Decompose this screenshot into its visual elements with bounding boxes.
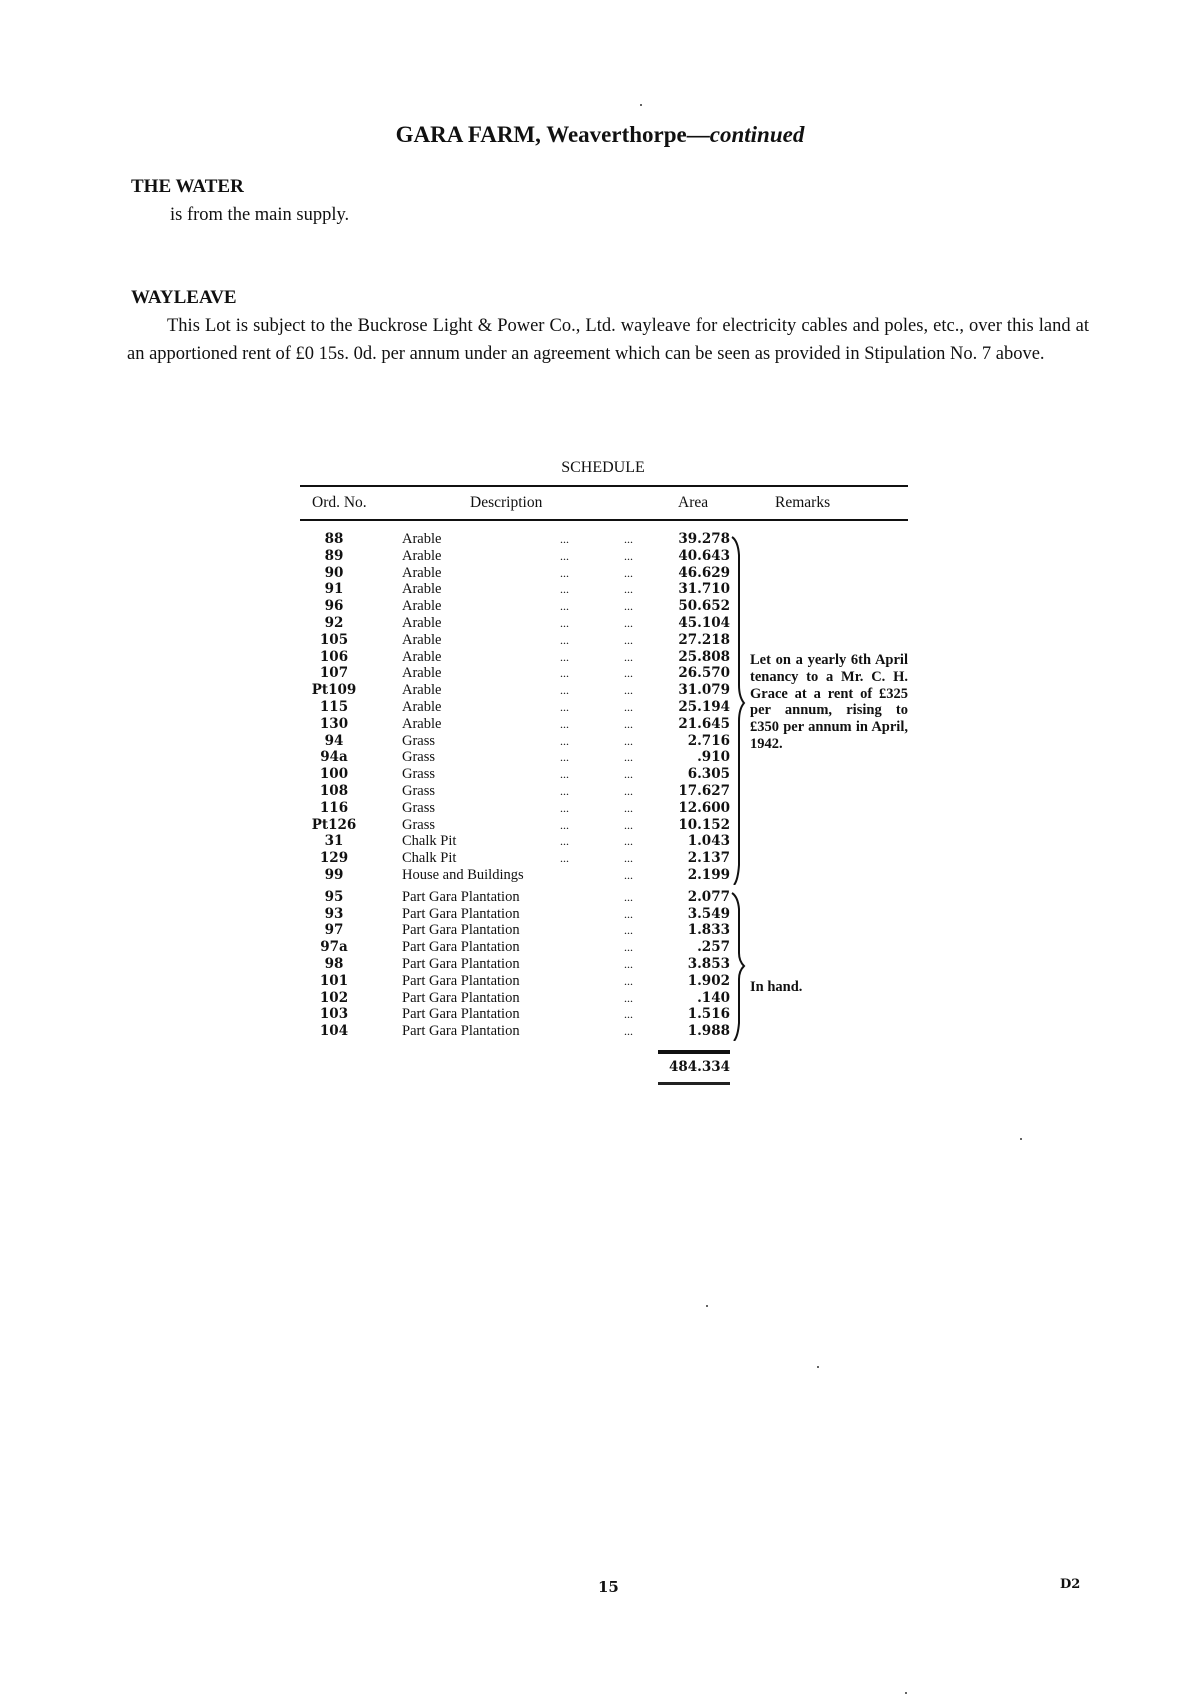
leader-dots: ... xyxy=(560,615,569,630)
leader-dots: ... xyxy=(560,599,569,614)
description: Arable xyxy=(402,648,442,665)
table-row xyxy=(300,581,730,598)
area: 45.104 xyxy=(678,614,730,631)
table-row xyxy=(300,922,730,939)
description: Arable xyxy=(402,614,442,631)
water-heading: THE WATER xyxy=(131,176,244,197)
leader-dots: ... xyxy=(560,733,569,748)
ord-no: 94 xyxy=(324,732,344,749)
description: Arable xyxy=(402,682,442,699)
ord-no: 130 xyxy=(319,715,349,732)
water-text: is from the main supply. xyxy=(170,205,350,225)
area: 31.710 xyxy=(678,581,730,598)
ord-no: 102 xyxy=(319,989,349,1006)
leader-dots: ... xyxy=(560,783,569,798)
ord-no: 101 xyxy=(319,972,349,989)
schedule-title: SCHEDULE xyxy=(561,459,645,476)
table-row xyxy=(300,716,730,733)
table-row xyxy=(300,565,730,582)
description: Grass xyxy=(402,782,436,799)
ord-no: 99 xyxy=(324,866,344,883)
table-row xyxy=(300,598,730,615)
description: Arable xyxy=(402,715,442,732)
area: .910 xyxy=(697,749,730,766)
leader-dots: ... xyxy=(624,851,633,866)
wayleave-heading: WAYLEAVE xyxy=(131,287,237,308)
ord-no: 95 xyxy=(324,888,344,905)
description: Arable xyxy=(402,631,442,648)
table-row xyxy=(300,867,730,884)
area: .140 xyxy=(697,989,730,1006)
table-row xyxy=(300,1006,730,1023)
description: Grass xyxy=(402,766,436,783)
leader-dots: ... xyxy=(624,956,633,971)
description: Grass xyxy=(402,732,436,749)
leader-dots: ... xyxy=(624,683,633,698)
description: Arable xyxy=(402,581,442,598)
ord-no: 92 xyxy=(324,614,344,631)
group-in-hand xyxy=(300,889,730,1040)
header-area: Area xyxy=(678,494,709,511)
table-row xyxy=(300,973,730,990)
leader-dots: ... xyxy=(560,666,569,681)
description: Arable xyxy=(402,698,442,715)
table-body xyxy=(300,531,908,1085)
description: Part Gara Plantation xyxy=(402,989,520,1006)
leader-dots: ... xyxy=(624,800,633,815)
ord-no: 107 xyxy=(319,665,349,682)
ord-no: 104 xyxy=(319,1023,349,1040)
description: Part Gara Plantation xyxy=(402,888,520,905)
ord-no: 93 xyxy=(324,905,344,922)
table-row xyxy=(300,889,730,906)
leader-dots: ... xyxy=(624,817,633,832)
leader-dots: ... xyxy=(624,783,633,798)
leader-dots: ... xyxy=(624,940,633,955)
table-row xyxy=(300,531,730,548)
ord-no: 105 xyxy=(319,631,349,648)
leader-dots: ... xyxy=(624,906,633,921)
area: 10.152 xyxy=(678,816,730,833)
leader-dots: ... xyxy=(624,923,633,938)
area: 1.043 xyxy=(687,833,730,850)
table-row xyxy=(300,733,730,750)
leader-dots: ... xyxy=(624,666,633,681)
remarks-let: Let on a yearly 6th April tenancy to a Mr. C. H. Grace at a rent of £325 per annum, rising to £350 per annum in April, 1942. xyxy=(750,652,908,752)
ord-no: 94a xyxy=(320,749,348,766)
leader-dots: ... xyxy=(624,973,633,988)
description: Grass xyxy=(402,816,436,833)
table-row xyxy=(300,649,730,666)
rows-column xyxy=(300,531,730,1085)
sheet-mark: D2 xyxy=(1060,1577,1081,1592)
table-row xyxy=(300,850,730,867)
ord-no: 96 xyxy=(324,598,344,615)
leader-dots: ... xyxy=(624,699,633,714)
area: 1.833 xyxy=(687,922,730,939)
description: Part Gara Plantation xyxy=(402,972,520,989)
area: 27.218 xyxy=(678,631,730,648)
leader-dots: ... xyxy=(624,532,633,546)
leader-dots: ... xyxy=(560,767,569,782)
brace-column xyxy=(730,531,750,1085)
leader-dots: ... xyxy=(560,582,569,597)
leader-dots: ... xyxy=(624,990,633,1005)
description: Chalk Pit xyxy=(402,850,457,867)
table-row xyxy=(300,939,730,956)
area: 39.278 xyxy=(678,531,730,547)
area: 26.570 xyxy=(678,665,730,682)
area: 2.137 xyxy=(687,850,730,867)
leader-dots: ... xyxy=(560,851,569,866)
area: 1.902 xyxy=(687,972,730,989)
ord-no: 88 xyxy=(324,531,344,547)
description: Part Gara Plantation xyxy=(402,939,520,956)
leader-dots: ... xyxy=(624,716,633,731)
area: 2.077 xyxy=(687,888,730,905)
page-number: 15 xyxy=(598,1578,619,1596)
title-main: GARA FARM, Weaverthorpe— xyxy=(395,122,710,147)
table-row xyxy=(300,632,730,649)
ord-no: 98 xyxy=(324,955,344,972)
area: 2.199 xyxy=(687,866,730,883)
leader-dots: ... xyxy=(624,867,633,882)
leader-dots: ... xyxy=(624,1024,633,1039)
ord-no: 129 xyxy=(319,850,349,867)
ord-no: 90 xyxy=(324,564,344,581)
leader-dots: ... xyxy=(624,632,633,647)
leader-dots: ... xyxy=(624,750,633,765)
area: 46.629 xyxy=(678,564,730,581)
description: Grass xyxy=(402,799,436,816)
page-title xyxy=(0,122,1200,148)
area: .257 xyxy=(697,939,730,956)
remarks-in-hand: In hand. xyxy=(750,979,803,995)
ord-no: 103 xyxy=(319,1006,349,1023)
leader-dots: ... xyxy=(560,649,569,664)
header-description: Description xyxy=(470,494,543,511)
description: Arable xyxy=(402,531,442,547)
brace-let-icon xyxy=(730,535,750,885)
table-row xyxy=(300,749,730,766)
description: Grass xyxy=(402,749,436,766)
table-row xyxy=(300,615,730,632)
table-row xyxy=(300,783,730,800)
description: House and Buildings xyxy=(402,866,524,883)
area: 40.643 xyxy=(678,547,730,564)
leader-dots: ... xyxy=(560,683,569,698)
description: Part Gara Plantation xyxy=(402,1023,520,1040)
ord-no: 97 xyxy=(324,922,344,939)
leader-dots: ... xyxy=(624,582,633,597)
leader-dots: ... xyxy=(624,889,633,904)
area: 25.194 xyxy=(678,698,730,715)
ord-no: 31 xyxy=(324,833,344,850)
table-header xyxy=(300,487,908,519)
ord-no: 108 xyxy=(319,782,349,799)
group-let xyxy=(300,531,730,884)
table-row xyxy=(300,699,730,716)
table-row xyxy=(300,956,730,973)
title-continued: continued xyxy=(709,122,805,147)
table-row xyxy=(300,817,730,834)
total-area: 484.334 xyxy=(668,1058,730,1075)
ord-no: 116 xyxy=(319,799,349,816)
leader-dots: ... xyxy=(624,548,633,563)
leader-dots: ... xyxy=(560,716,569,731)
leader-dots: ... xyxy=(624,733,633,748)
description: Arable xyxy=(402,598,442,615)
area: 3.549 xyxy=(687,905,730,922)
area: 31.079 xyxy=(678,682,730,699)
leader-dots: ... xyxy=(624,649,633,664)
total-block xyxy=(658,1050,730,1085)
ord-no: 115 xyxy=(319,698,349,715)
leader-dots: ... xyxy=(624,599,633,614)
leader-dots: ... xyxy=(624,1007,633,1022)
leader-dots: ... xyxy=(560,834,569,849)
description: Chalk Pit xyxy=(402,833,457,850)
table-row xyxy=(300,766,730,783)
description: Arable xyxy=(402,547,442,564)
leader-dots: ... xyxy=(560,532,569,546)
ord-no: 89 xyxy=(324,547,344,564)
total-double-rule xyxy=(658,1082,730,1085)
leader-dots: ... xyxy=(624,767,633,782)
leader-dots: ... xyxy=(560,632,569,647)
description: Part Gara Plantation xyxy=(402,1006,520,1023)
leader-dots: ... xyxy=(560,817,569,832)
description: Part Gara Plantation xyxy=(402,922,520,939)
leader-dots: ... xyxy=(624,615,633,630)
ord-no: 91 xyxy=(324,581,344,598)
area: 2.716 xyxy=(687,732,730,749)
table-row xyxy=(300,682,730,699)
area: 17.627 xyxy=(678,782,730,799)
description: Arable xyxy=(402,564,442,581)
header-ord: Ord. No. xyxy=(312,494,367,511)
table-header-rule xyxy=(300,519,908,521)
leader-dots: ... xyxy=(560,699,569,714)
ord-no: 106 xyxy=(319,648,349,665)
table-row xyxy=(300,833,730,850)
leader-dots: ... xyxy=(624,834,633,849)
table-row xyxy=(300,990,730,1007)
leader-dots: ... xyxy=(560,750,569,765)
description: Part Gara Plantation xyxy=(402,955,520,972)
area: 3.853 xyxy=(687,955,730,972)
area: 50.652 xyxy=(678,598,730,615)
leader-dots: ... xyxy=(560,800,569,815)
table-row xyxy=(300,665,730,682)
table-row xyxy=(300,1023,730,1040)
brace-in-hand-icon xyxy=(730,891,750,1041)
table-row xyxy=(300,906,730,923)
area: 6.305 xyxy=(687,766,730,783)
ord-no: Pt126 xyxy=(311,816,357,833)
area: 21.645 xyxy=(678,715,730,732)
ord-no: Pt109 xyxy=(311,682,357,699)
description: Arable xyxy=(402,665,442,682)
ord-no: 97a xyxy=(320,939,348,956)
ord-no: 100 xyxy=(319,766,349,783)
leader-dots: ... xyxy=(624,565,633,580)
area: 25.808 xyxy=(678,648,730,665)
area: 1.516 xyxy=(687,1006,730,1023)
leader-dots: ... xyxy=(560,565,569,580)
leader-dots: ... xyxy=(560,548,569,563)
description: Part Gara Plantation xyxy=(402,905,520,922)
wayleave-text: This Lot is subject to the Buckrose Light & Power Co., Ltd. wayleave for electricity cables and poles, etc., over this land at an apportioned rent of £0 15s. 0d. per annum under an agreement which can be seen as provided in Stipulation No. 7 above. xyxy=(127,316,1089,364)
area: 1.988 xyxy=(687,1023,730,1040)
remarks-column xyxy=(750,531,908,1085)
total-row xyxy=(300,1050,730,1085)
schedule-table xyxy=(300,485,908,1085)
header-remarks: Remarks xyxy=(775,494,831,511)
table-row xyxy=(300,548,730,565)
table-row xyxy=(300,800,730,817)
area: 12.600 xyxy=(678,799,730,816)
